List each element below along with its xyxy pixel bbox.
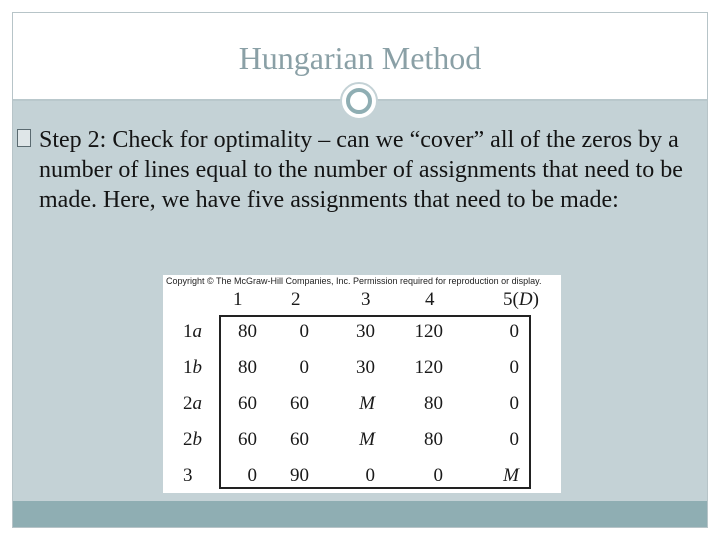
table-cell: 0 bbox=[247, 465, 257, 486]
table-cell: 30 bbox=[356, 357, 375, 378]
slide bbox=[12, 12, 708, 528]
table-cell: 60 bbox=[290, 393, 309, 414]
bullet-item bbox=[17, 125, 697, 215]
bottom-band bbox=[13, 501, 707, 528]
row-label-2a: 2a bbox=[183, 393, 202, 414]
table-cell: 0 bbox=[509, 357, 519, 378]
row-label-3: 3 bbox=[183, 465, 193, 486]
table-cell: 0 bbox=[433, 465, 443, 486]
table-cell: M bbox=[503, 465, 519, 486]
copyright-notice: Copyright © The McGraw-Hill Companies, Inc. Permission required for reproduction or display. bbox=[166, 276, 542, 286]
assignment-table-figure bbox=[163, 275, 561, 493]
table-cell: 120 bbox=[414, 321, 443, 342]
table-cell: 80 bbox=[424, 393, 443, 414]
table-cell: 30 bbox=[356, 321, 375, 342]
table-cell: 80 bbox=[238, 357, 257, 378]
table-cell: 80 bbox=[238, 321, 257, 342]
table-cell: 80 bbox=[424, 429, 443, 450]
table-cell: 120 bbox=[414, 357, 443, 378]
bullet-text: Step 2: Check for optimality – can we “cover” all of the zeros by a number of lines equal to the number of assignments that need to be made. Here, we have five assignments that need to be made: bbox=[39, 127, 683, 213]
table-cell: 0 bbox=[299, 357, 309, 378]
row-label-1b: 1b bbox=[183, 357, 202, 378]
column-header-1: 1 bbox=[233, 289, 243, 310]
slide-title: Hungarian Method bbox=[238, 40, 482, 76]
column-header-5d: 5(D) bbox=[503, 289, 539, 310]
column-header-3: 3 bbox=[361, 289, 371, 310]
table-cell: 0 bbox=[509, 393, 519, 414]
table-cell: 0 bbox=[509, 429, 519, 450]
bullet-box-icon bbox=[17, 129, 31, 147]
column-header-4: 4 bbox=[425, 289, 435, 310]
circle-ornament-icon bbox=[340, 82, 378, 120]
table-cell: 0 bbox=[365, 465, 375, 486]
table-cell: M bbox=[359, 393, 375, 414]
row-label-2b: 2b bbox=[183, 429, 202, 450]
column-header-2: 2 bbox=[291, 289, 301, 310]
table-cell: M bbox=[359, 429, 375, 450]
table-cell: 60 bbox=[290, 429, 309, 450]
table-cell: 60 bbox=[238, 429, 257, 450]
table-cell: 60 bbox=[238, 393, 257, 414]
table-cell: 0 bbox=[509, 321, 519, 342]
table-cell: 90 bbox=[290, 465, 309, 486]
row-label-1a: 1a bbox=[183, 321, 202, 342]
table-cell: 0 bbox=[299, 321, 309, 342]
